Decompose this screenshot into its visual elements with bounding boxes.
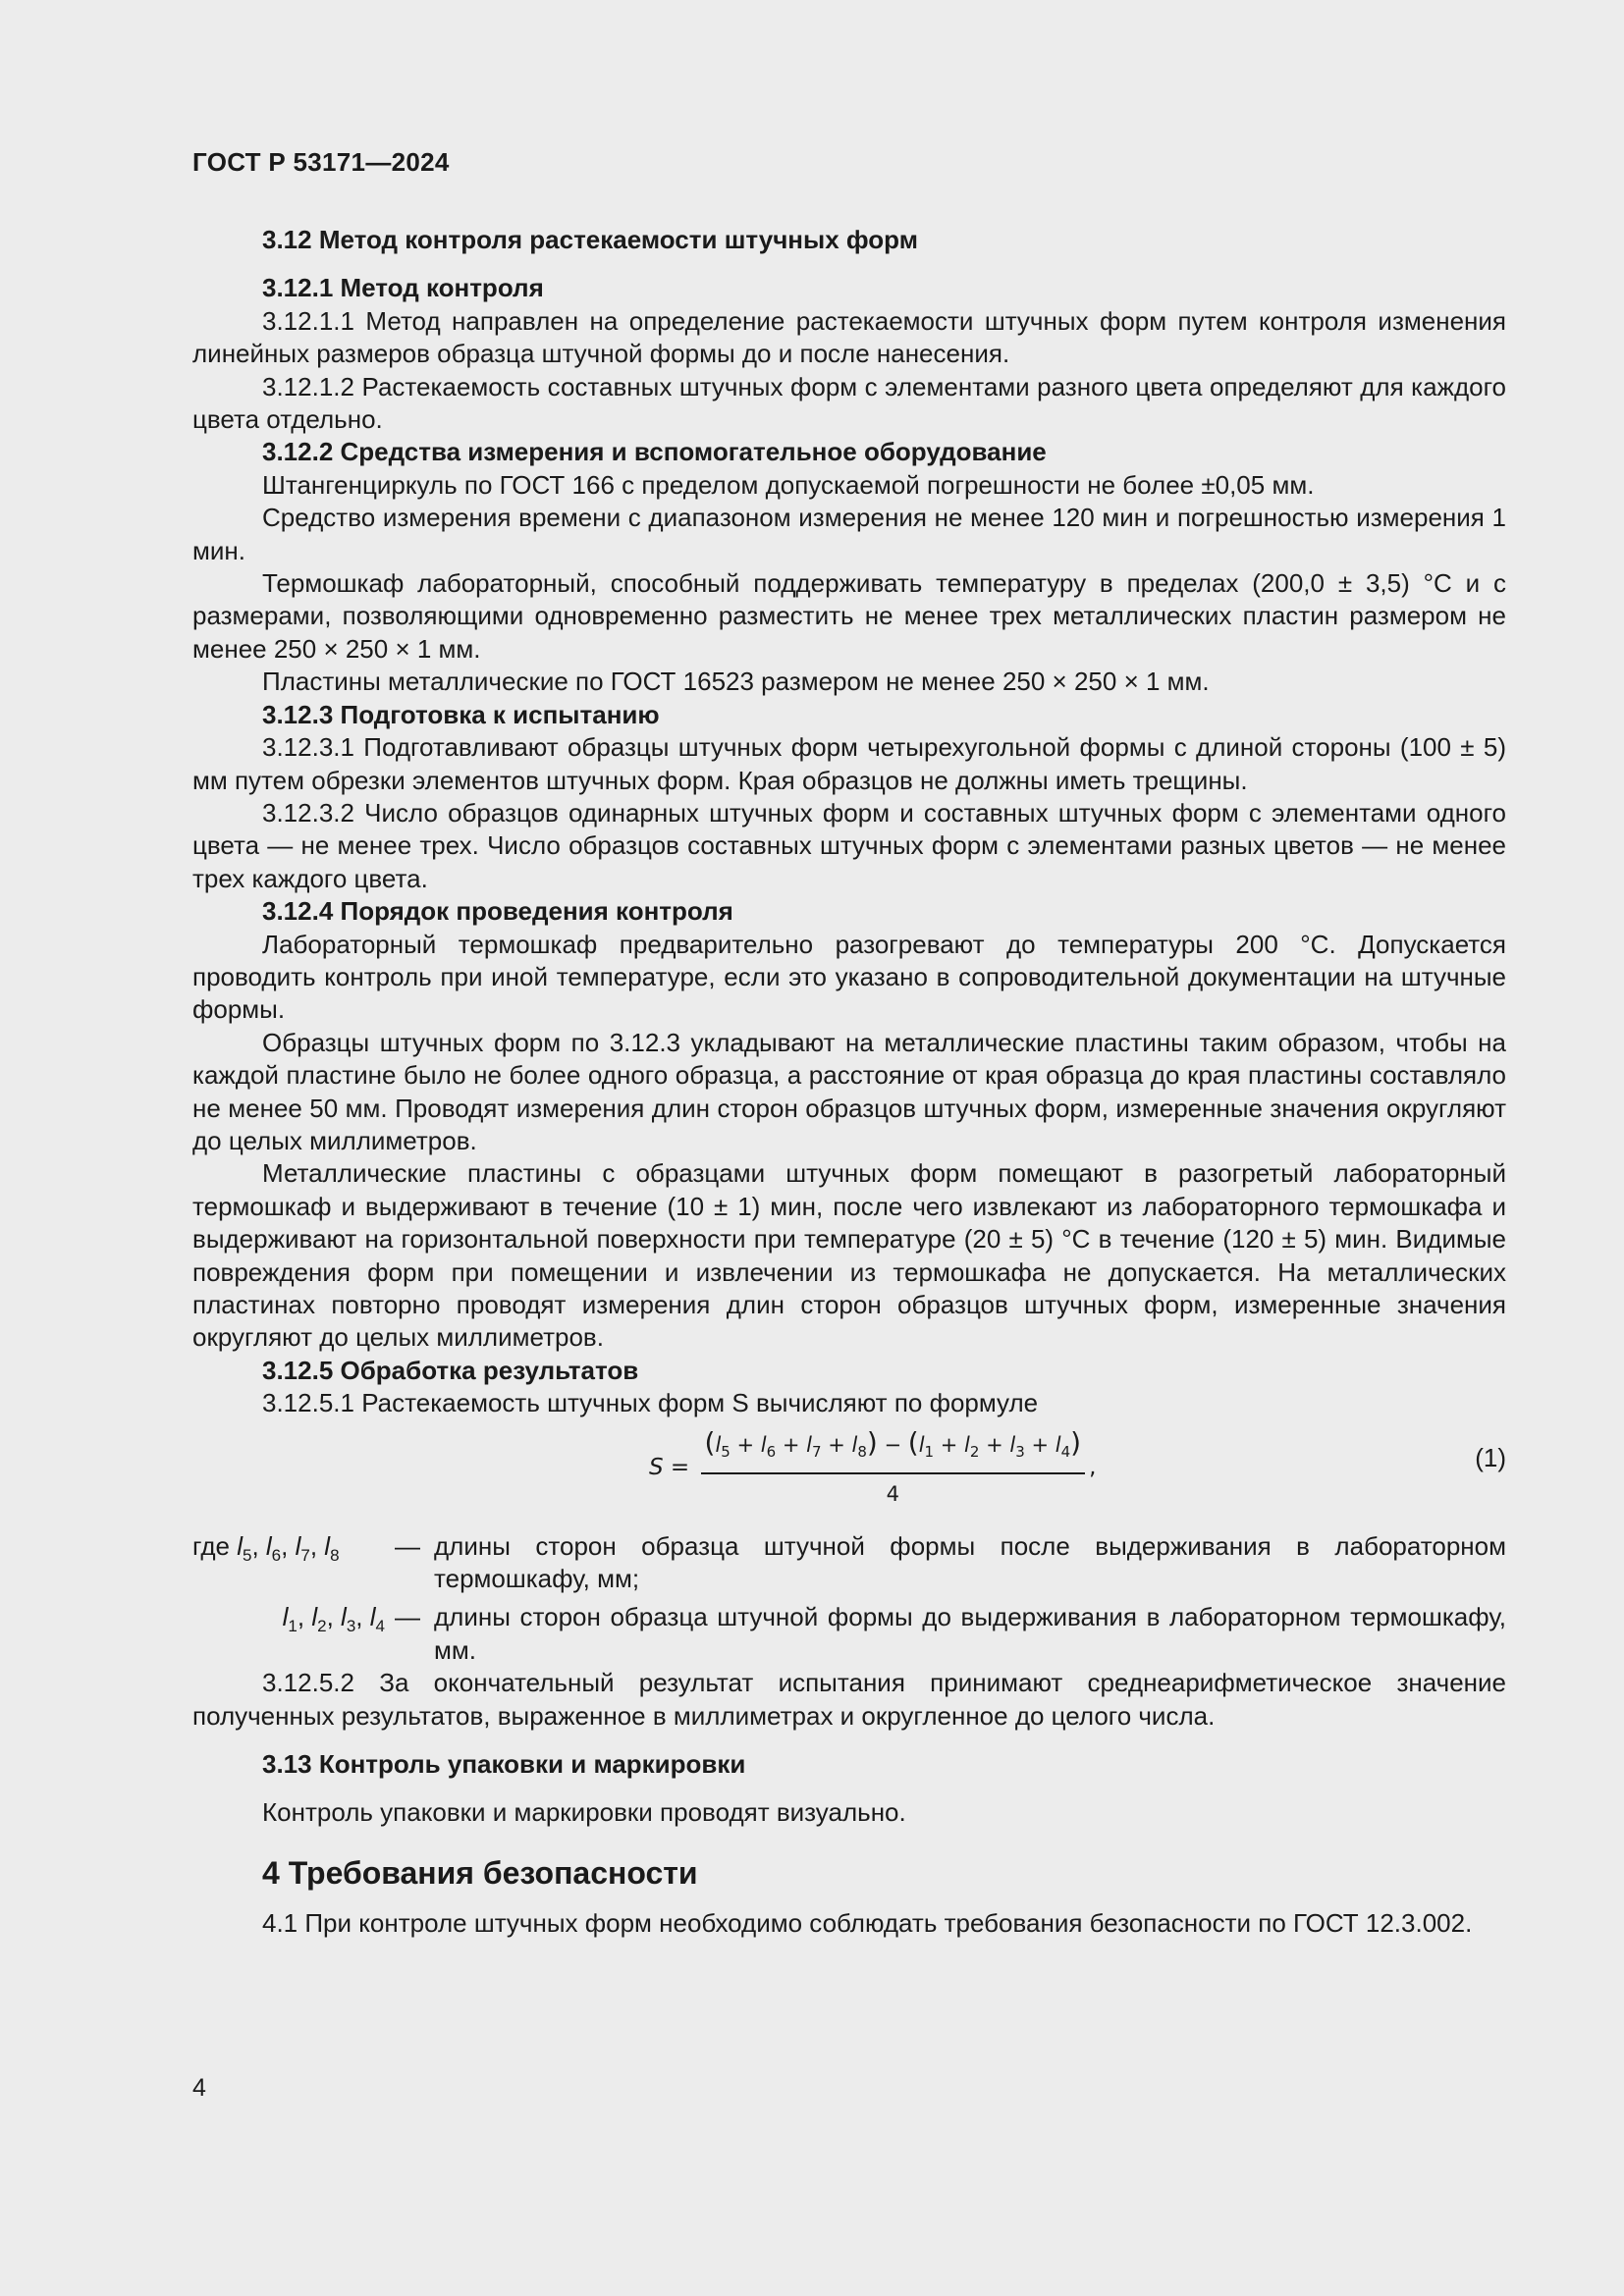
where-item-after [192,1530,1506,1596]
paragraph-preheat: Лабораторный термошкаф предварительно разогревают до температуры 200 °С. Допускается проводить контроль при иной температуре, если это указано в сопроводительной документации на штучные формы. [192,929,1506,1025]
paragraph-plates: Пластины металлические по ГОСТ 16523 размером не менее 250 × 250 × 1 мм. [262,667,1210,697]
section-3-12-3-title: 3.12.3 Подготовка к испытанию [262,699,660,729]
where-text-after: длины сторон образца штучной формы после выдерживания в лабораторном термошкафу, мм; [434,1530,1506,1594]
section-3-12-title: 3.12 Метод контроля растекаемости штучных форм [262,225,918,254]
document-header: ГОСТ Р 53171—2024 [192,147,450,177]
page-number: 4 [192,2074,206,2102]
paragraph-3-12-3-1: 3.12.3.1 Подготавливают образцы штучных форм четырехугольной формы с длиной стороны (100 ± 5) мм путем обрезки элементов штучных форм. Края образцов не должны иметь трещины. [192,732,1506,795]
paragraph-heating: Металлические пластины с образцами штучных форм помещают в разогретый лабораторный термошкаф и выдерживают в течение (10 ± 1) мин, после чего извлекают из лабораторного термошкафа и выдерживают на горизонтальной поверхности при температуре (20 ± 5) °С в течение (120 ± 5) мин. Видимые повреждения форм при помещении и извлечении из термошкафа не допускается. На металлических пластинах повторно проводят измерения длин сторон образцов штучных форм, измеренные значения округляют до целых миллиметров. [192,1158,1506,1353]
where-dash: — [395,1530,420,1561]
formula-number: (1) [1475,1442,1506,1472]
where-dash: — [395,1602,420,1632]
section-3-12-1-title: 3.12.1 Метод контроля [262,273,544,303]
paragraph-3-12-1-2: 3.12.1.2 Растекаемость составных штучных форм с элементами разного цвета определяют для каждого цвета отдельно. [192,371,1506,435]
where-item-before [192,1601,1506,1667]
paragraph-3-12-3-2: 3.12.3.2 Число образцов одинарных штучных форм и составных штучных форм с элементами одного цвета — не менее трех. Число образцов составных штучных форм с элементами разных цветов — не менее трех каждого цвета. [192,797,1506,893]
section-3-13-title: 3.13 Контроль упаковки и маркировки [262,1749,746,1780]
paragraph-caliper: Штангенциркуль по ГОСТ 166 с пределом допускаемой погрешности не более ±0,05 мм. [262,469,1315,500]
where-text-before: длины сторон образца штучной формы до выдерживания в лабораторном термошкафу, мм. [434,1602,1506,1665]
paragraph-timer: Средство измерения времени с диапазоном измерения не менее 120 мин и погрешностью измерения 1 мин. [192,503,1506,565]
paragraph-3-12-1-1: 3.12.1.1 Метод направлен на определение растекаемости штучных форм путем контроля изменения линейных размеров образца штучной формы до и после нанесения. [192,305,1506,369]
paragraph-oven: Термошкаф лабораторный, способный поддерживать температуру в пределах (200,0 ± 3,5) °С и с размерами, позволяющими одновременно разместить не менее трех металлических пластин размером не менее 250 × 250 × 1 мм. [192,568,1506,664]
paragraph-3-12-5-1: 3.12.5.1 Растекаемость штучных форм S вычисляют по формуле [262,1388,1039,1418]
formula-block [192,1426,1506,1505]
paragraph-3-13: Контроль упаковки и маркировки проводят визуально. [262,1797,906,1828]
where-label-after: где $l_5$, $l_6$, $l_7$, $l_8$ [192,1530,340,1565]
section-3-12-2-title: 3.12.2 Средства измерения и вспомогательное оборудование [262,437,1047,467]
paragraph-3-12-5-2: 3.12.5.2 За окончательный результат испытания принимают среднеарифметическое значение полученных результатов, выраженное в миллиметрах и округленное до целого числа. [192,1668,1506,1731]
section-4-title: 4 Требования безопасности [262,1854,698,1891]
paragraph-4-1: 4.1 При контроле штучных форм необходимо соблюдать требования безопасности по ГОСТ 12.3.002. [262,1908,1473,1939]
where-label-before: $l_1$, $l_2$, $l_3$, $l_4$ [282,1602,385,1636]
section-3-12-5-title: 3.12.5 Обработка результатов [262,1355,639,1385]
paragraph-placement: Образцы штучных форм по 3.12.3 укладывают на металлические пластины таким образом, чтобы на каждой пластине было не более одного образца, а расстояние от края образца до края пластины составляло не менее 50 мм. Проводят измерения длин сторон образцов штучных форм, измеренные значения округляют до целых миллиметров. [192,1027,1506,1155]
formula-spreadability: S = $\frac{(l_5 + l_6 + l_7 + l_8) - (l_1 + l_2 + l_3 + l_4)}{4}$ , [649,1425,1097,1507]
section-3-12-4-title: 3.12.4 Порядок проведения контроля [262,896,733,927]
document-body [192,224,1506,1941]
